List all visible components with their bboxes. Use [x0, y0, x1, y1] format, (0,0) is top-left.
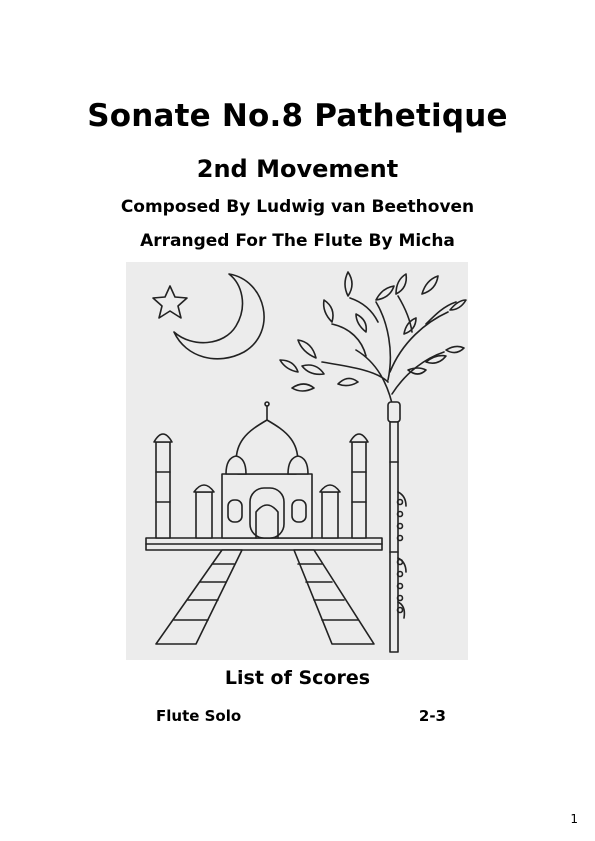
crescent-moon-icon: [174, 274, 264, 359]
score-list-item: [156, 707, 446, 727]
tree-icon: [280, 272, 466, 412]
score-name: Flute Solo: [156, 707, 242, 725]
movement-subtitle: 2nd Movement: [196, 155, 399, 183]
flute-icon: [388, 402, 406, 652]
list-of-scores-heading: List of Scores: [224, 667, 371, 689]
score-pages: 2-3: [418, 707, 446, 725]
page-number: 1: [570, 812, 578, 826]
page-title: Sonate No.8 Pathetique: [87, 98, 508, 134]
star-icon: [153, 286, 187, 318]
composer-line: Composed By Ludwig van Beethoven: [120, 197, 475, 217]
taj-mahal-icon: [146, 402, 382, 644]
arranger-line: Arranged For The Flute By Micha: [140, 231, 455, 251]
cover-illustration: [126, 262, 468, 660]
